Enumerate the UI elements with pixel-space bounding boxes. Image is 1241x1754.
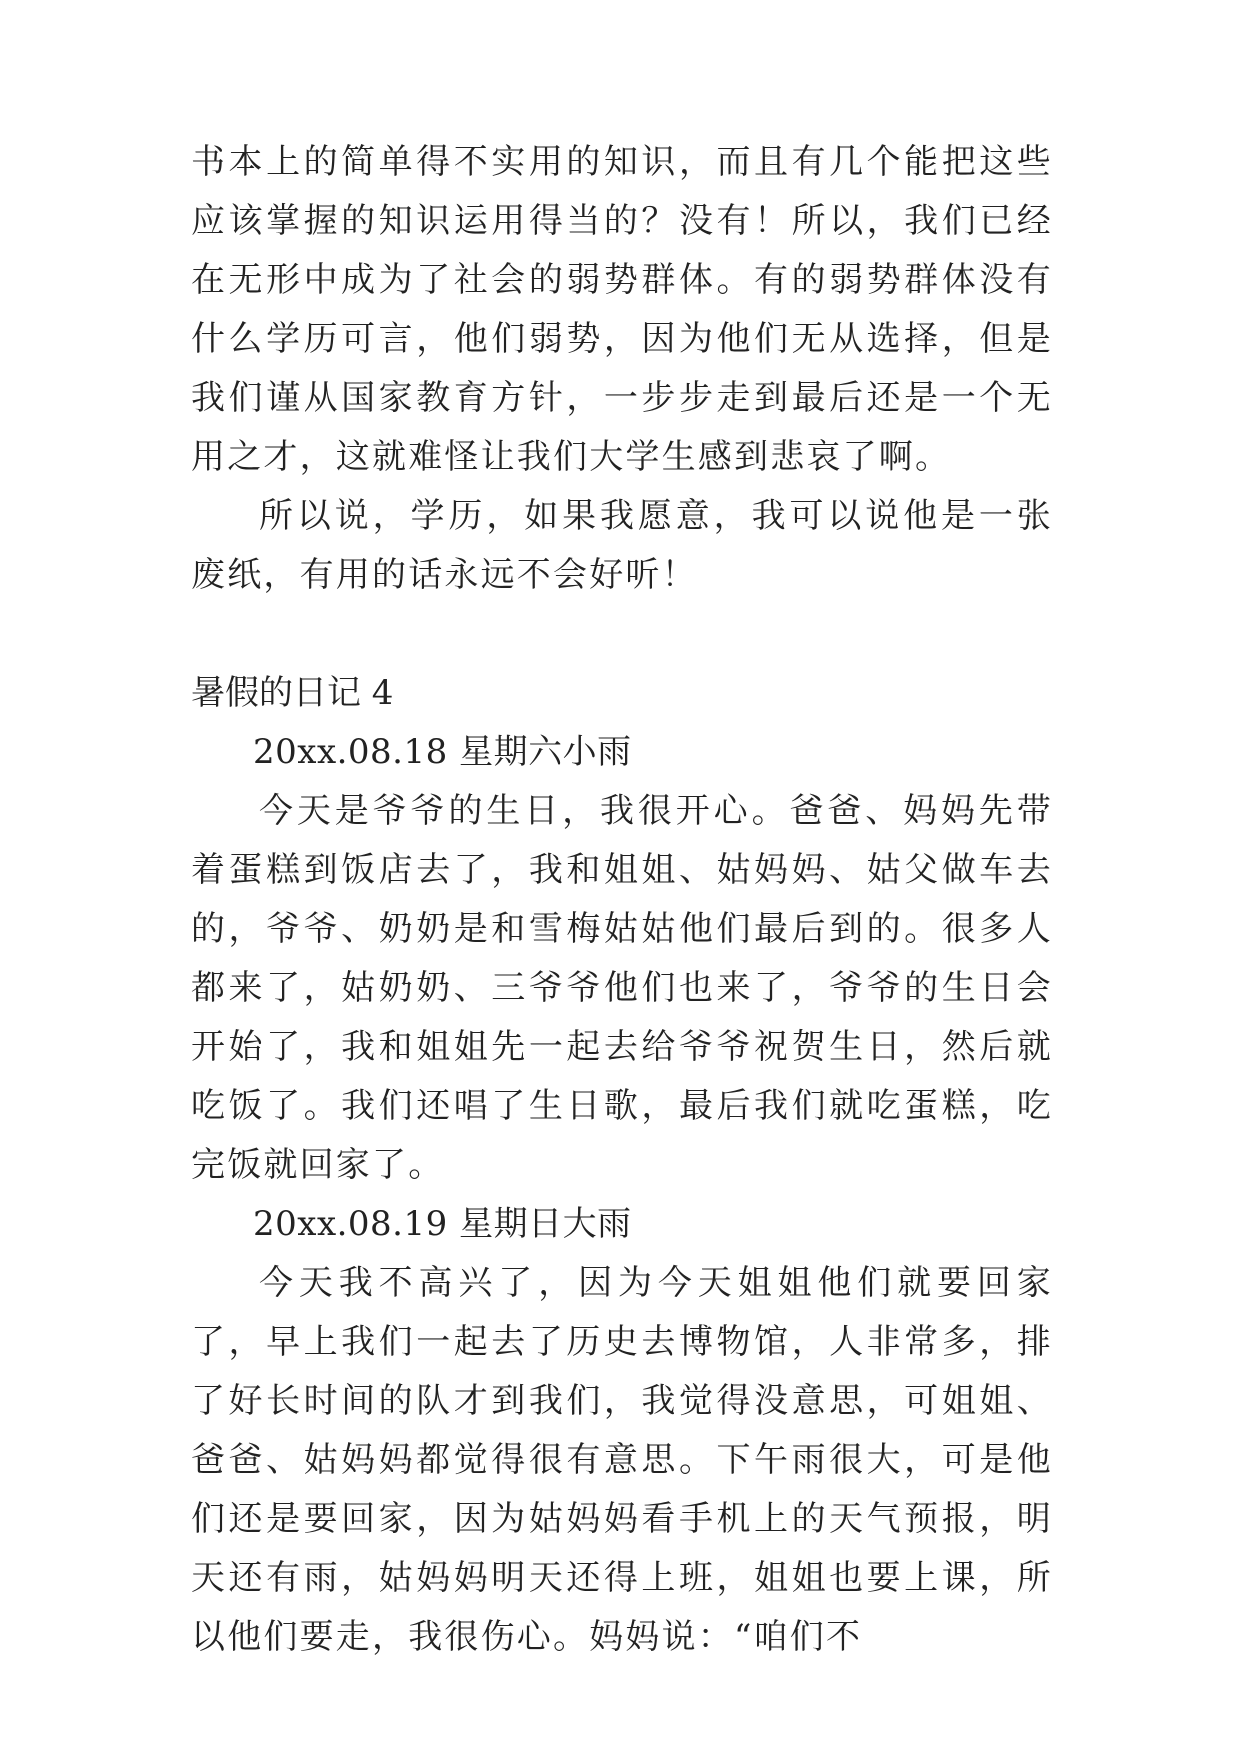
section-title: 暑假的日记 4 <box>191 673 394 713</box>
diary-entry-date: 20xx.08.19 星期日大雨 <box>253 1204 632 1244</box>
diary-entry-body: 今天我不高兴了，因为今天姐姐他们就要回家了，早上我们一起去了历史去博物馆，人非常多，排了好长时间的队才到我们，我觉得没意思，可姐姐、爸爸、姑妈妈都觉得很有意思。下午雨很大，可是他们还是要回家，因为姑妈妈看手机上的天气预报，明天还有雨，姑妈妈明天还得上班，姐姐也要上课，所以他们要走，我很伤心。妈妈说：“咱们不 <box>191 1263 1053 1657</box>
paragraph-conclusion: 所以说，学历，如果我愿意，我可以说他是一张废纸，有用的话永远不会好听！ <box>191 496 1053 595</box>
document-body <box>191 133 1053 1667</box>
diary-entry-body: 今天是爷爷的生日，我很开心。爸爸、妈妈先带着蛋糕到饭店去了，我和姐姐、姑妈妈、姑父做车去的，爷爷、奶奶是和雪梅姑姑他们最后到的。很多人都来了，姑奶奶、三爷爷他们也来了，爷爷的生日会开始了，我和姐姐先一起去给爷爷祝贺生日，然后就吃饭了。我们还唱了生日歌，最后我们就吃蛋糕，吃完饭就回家了。 <box>191 791 1053 1185</box>
diary-entry-date: 20xx.08.18 星期六小雨 <box>253 732 632 772</box>
paragraph-continued: 书本上的简单得不实用的知识，而且有几个能把这些应该掌握的知识运用得当的？没有！所以，我们已经在无形中成为了社会的弱势群体。有的弱势群体没有什么学历可言，他们弱势，因为他们无从选择，但是我们谨从国家教育方针，一步步走到最后还是一个无用之才，这就难怪让我们大学生感到悲哀了啊。 <box>191 142 1053 477</box>
